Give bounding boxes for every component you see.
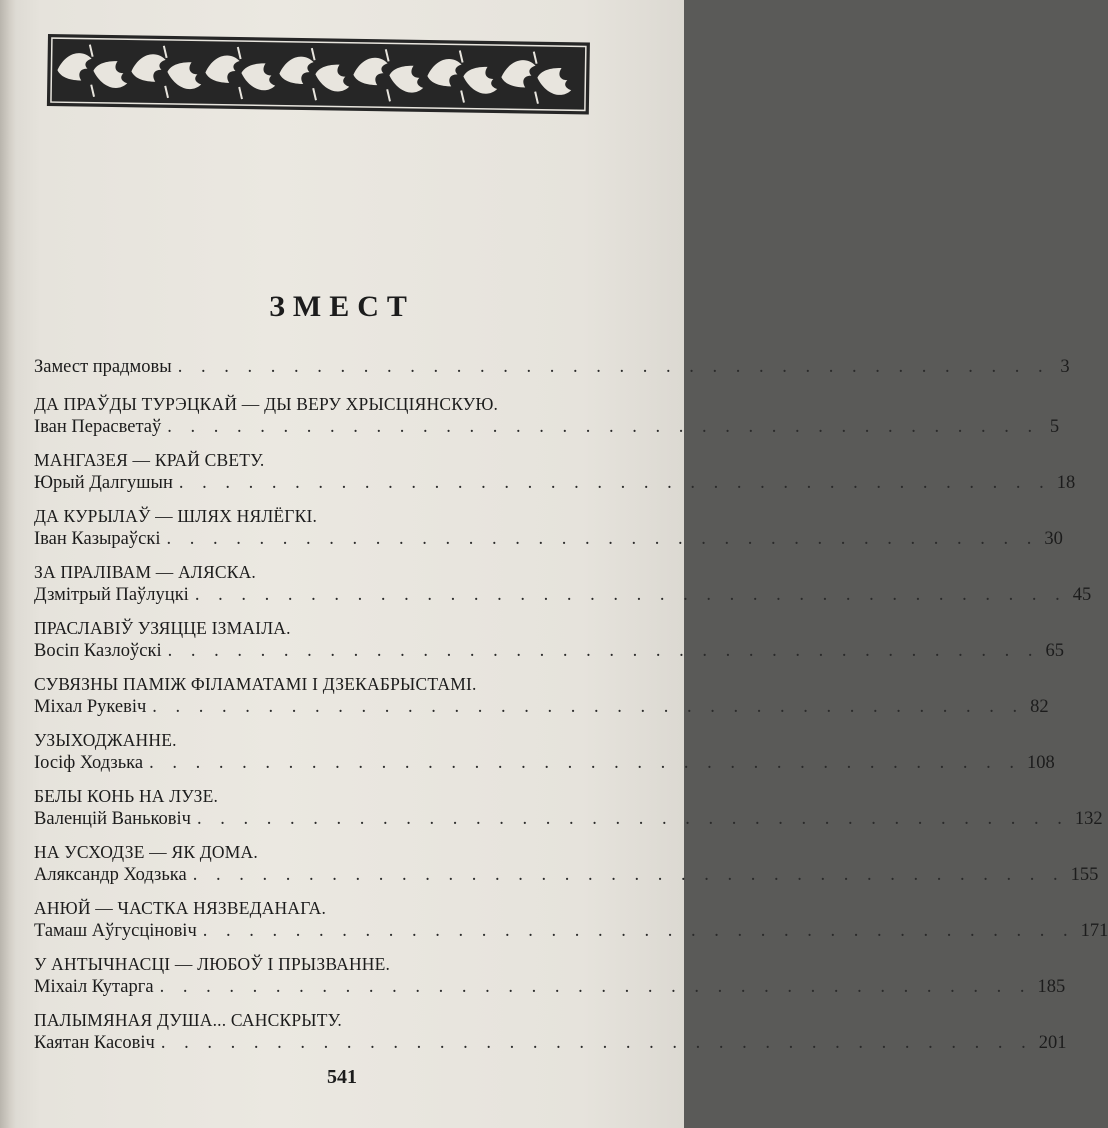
toc-entry[interactable] (34, 356, 1070, 379)
entry-title: Замест прадмовы (34, 357, 172, 377)
entry-title: ПАЛЫМЯНАЯ ДУША... САНСКРЫТУ. (34, 1010, 342, 1030)
toc-heading: ЗМЕСТ (269, 290, 415, 323)
entry-title: ДА ПРАЎДЫ ТУРЭЦКАЙ — ДЫ ВЕРУ ХРЫСЦІЯНСКУЮ. (34, 394, 499, 414)
entry-title: ДА КУРЫЛАЎ — ШЛЯХ НЯЛЁГКІ. (34, 506, 318, 526)
page-number: 541 (327, 1066, 357, 1088)
dot-leader: . . . . . . . . . . . . . . . . . . . . . . . . . . . . . . . . . . . . . . (192, 865, 1065, 885)
entry-title: УЗЫХОДЖАННЕ. (34, 730, 177, 750)
entry-author: Юрый Далгушын (34, 473, 173, 493)
toc-entry[interactable] (34, 897, 1108, 943)
entry-title: НА УСХОДЗЕ — ЯК ДОМА. (34, 842, 258, 862)
entry-author: Аляксандр Ходзька (34, 865, 187, 885)
table-of-contents (34, 356, 1108, 1065)
entry-author: Іван Казыраўскі (34, 529, 161, 549)
entry-page-number: 5 (1049, 417, 1060, 437)
leaf-ornament-banner (47, 34, 590, 115)
toc-entry[interactable] (34, 617, 1064, 663)
entry-title: У АНТЫЧНАСЦІ — ЛЮБОЎ І ПРЫЗВАННЕ. (34, 954, 391, 974)
toc-entry[interactable] (34, 729, 1055, 775)
toc-entry[interactable] (34, 841, 1099, 887)
entry-page-number: 45 (1072, 585, 1092, 605)
dot-leader: . . . . . . . . . . . . . . . . . . . . . . . . . . . . . . . . . . . . . . (149, 753, 1021, 773)
entry-author: Міхал Рукевіч (34, 697, 147, 717)
entry-author: Восіп Казлоўскі (34, 641, 162, 661)
entry-page-number: 132 (1074, 809, 1103, 829)
toc-entry[interactable] (34, 505, 1063, 551)
entry-page-number: 201 (1038, 1033, 1067, 1053)
entry-page-number: 171 (1080, 921, 1108, 941)
dot-leader: . . . . . . . . . . . . . . . . . . . . . . . . . . . . . . . . . . . . . . (197, 809, 1069, 829)
toc-entry[interactable] (34, 953, 1066, 999)
entry-author: Тамаш Аўгусціновіч (34, 921, 197, 941)
entry-author: Каятан Касовіч (34, 1033, 155, 1053)
entry-page-number: 108 (1026, 753, 1055, 773)
dot-leader: . . . . . . . . . . . . . . . . . . . . . . . . . . . . . . . . . . . . . . (167, 417, 1040, 437)
entry-title: БЕЛЫ КОНЬ НА ЛУЗЕ. (34, 786, 219, 806)
dot-leader: . . . . . . . . . . . . . . . . . . . . . . . . . . . . . . . . . . . . . . (167, 641, 1040, 661)
entry-page-number: 3 (1060, 357, 1070, 377)
entry-author: Іван Перасветаў (34, 417, 162, 437)
entry-page-number: 30 (1044, 529, 1063, 549)
toc-entry[interactable] (34, 785, 1103, 831)
entry-page-number: 185 (1037, 977, 1066, 997)
entry-page-number: 18 (1056, 473, 1076, 493)
dot-leader: . . . . . . . . . . . . . . . . . . . . . . . . . . . . . . . . . . . . . . (160, 1033, 1033, 1053)
entry-title: ПРАСЛАВІЎ УЗЯЦЦЕ ІЗМАІЛА. (34, 618, 291, 638)
entry-author: Дзмітрый Паўлуцкі (34, 585, 189, 605)
dot-leader: . . . . . . . . . . . . . . . . . . . . . . . . . . . . . . . . . . . . . . (194, 585, 1067, 605)
entry-author: Валенцій Ваньковіч (34, 809, 191, 829)
entry-author: Міхаіл Кутарга (34, 977, 154, 997)
entry-page-number: 155 (1070, 865, 1099, 885)
entry-title: ЗА ПРАЛІВАМ — АЛЯСКА. (34, 562, 257, 582)
entry-title: СУВЯЗНЫ ПАМІЖ ФІЛАМАТАМІ І ДЗЕКАБРЫСТАМІ. (34, 674, 477, 694)
dot-leader: . . . . . . . . . . . . . . . . . . . . . . . . . . . . . . . . . . . . . . (178, 473, 1051, 493)
entry-author: Іосіф Ходзька (34, 753, 144, 773)
toc-entry[interactable] (34, 561, 1092, 607)
toc-entry[interactable] (34, 449, 1076, 495)
dot-leader: . . . . . . . . . . . . . . . . . . . . . . . . . . . . . . . . . . . . . . (159, 977, 1032, 997)
toc-entry[interactable] (34, 673, 1049, 719)
dot-leader: . . . . . . . . . . . . . . . . . . . . . . . . . . . . . . . . . . . . . . (152, 697, 1025, 717)
entry-title: МАНГАЗЕЯ — КРАЙ СВЕТУ. (34, 450, 265, 470)
dot-leader: . . . . . . . . . . . . . . . . . . . . . . . . . . . . . . . . . . . . . . (202, 921, 1075, 941)
dot-leader: . . . . . . . . . . . . . . . . . . . . . . . . . . . . . . . . . . . . . . (177, 357, 1050, 377)
toc-entry[interactable] (34, 1009, 1067, 1055)
entry-title: АНЮЙ — ЧАСТКА НЯЗВЕДАНАГА. (34, 898, 327, 918)
page-binding-edge (0, 0, 16, 1128)
toc-entry[interactable] (34, 393, 1060, 439)
dot-leader: . . . . . . . . . . . . . . . . . . . . . . . . . . . . . . . . . . . . . . (166, 529, 1039, 549)
entry-page-number: 65 (1045, 641, 1064, 661)
entry-page-number: 82 (1030, 697, 1049, 717)
